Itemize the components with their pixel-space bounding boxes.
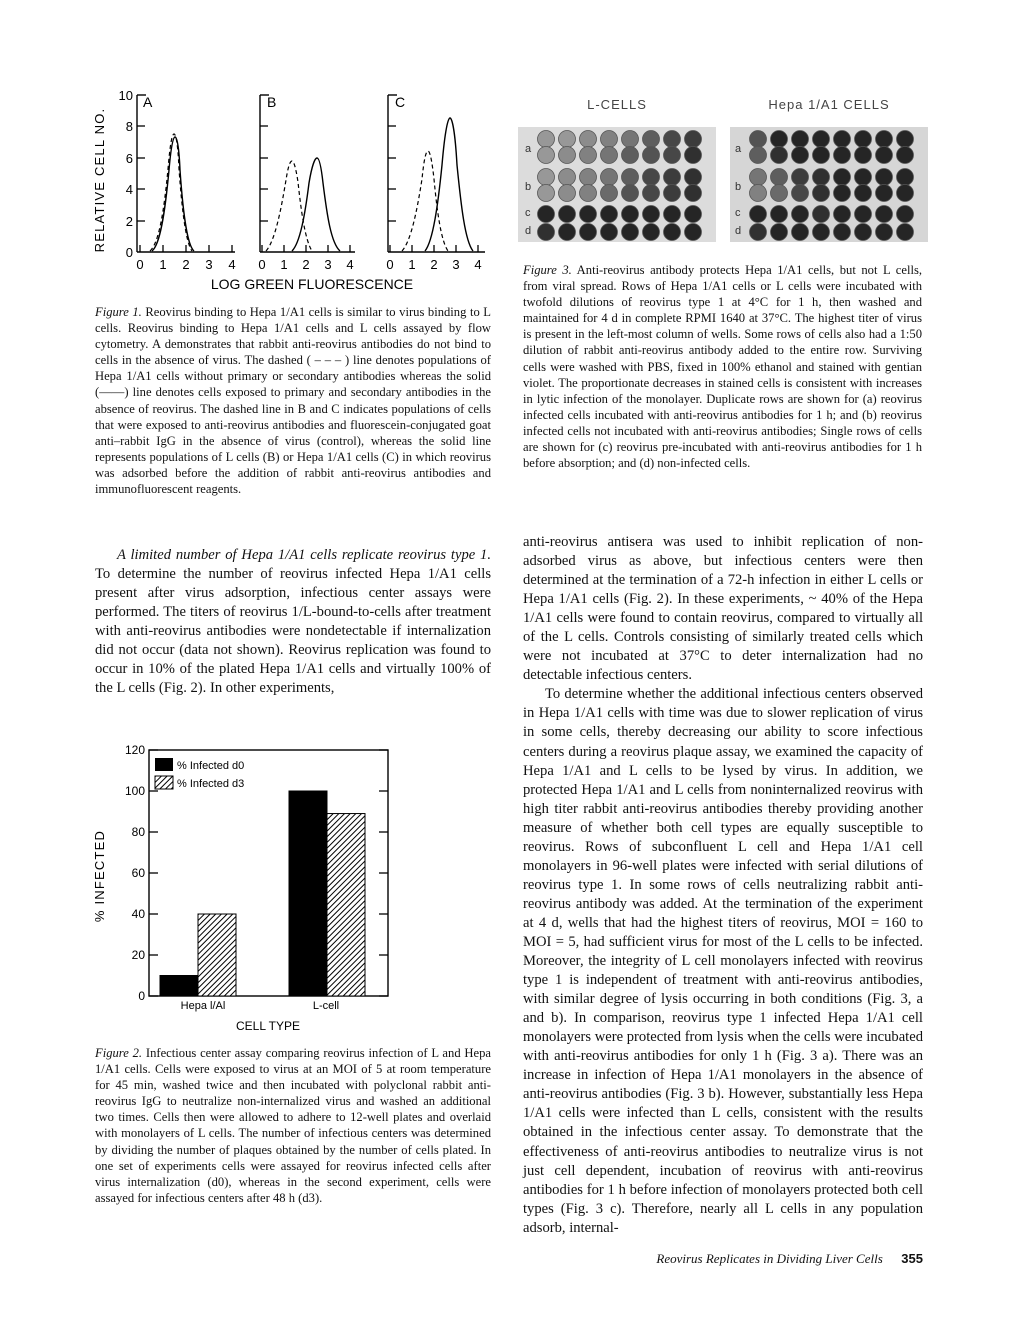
fig1-panel-a xyxy=(119,88,236,272)
fig3-well xyxy=(750,224,767,241)
fig3-well xyxy=(855,185,872,202)
fig3-well xyxy=(792,185,809,202)
fig3-well xyxy=(855,224,872,241)
fig3-well xyxy=(750,131,767,148)
fig3-well xyxy=(834,224,851,241)
fig3-well xyxy=(664,206,681,223)
figure-2-caption-text: Infectious center assay comparing reovirus infection of L and Hepa 1/A1 cells. Cells were exposed to virus at an MOI of 5 at room temperature for 45 min, washed twice and then incubated with polyclonal rabbit anti-reovirus IgG to neutralize non-internalized virus and washed an additional two times. Cells then were allowed to adhere to 12-well plates and overlaid with monolayers of L cells. The number of infectious centers was determined by dividing the number of plaques obtained by the number of cells plated. In one set of experiments cells were assayed for reovirus infected cells after virus internalization (d0), whereas in the second experiment, cells were assayed for infectious centers after 48 h (d3). xyxy=(95,1046,491,1205)
fig3-well xyxy=(580,169,597,186)
fig3-well xyxy=(792,131,809,148)
left-column-text xyxy=(95,546,491,698)
fig3-well xyxy=(538,131,555,148)
fig1-x-tick: 3 xyxy=(205,257,213,272)
figure-1-flow-cytometry xyxy=(80,85,500,295)
fig3-well xyxy=(855,206,872,223)
fig3-row-label: c xyxy=(525,207,531,219)
fig3-well xyxy=(813,224,830,241)
fig3-well xyxy=(664,185,681,202)
fig2-bars xyxy=(160,791,365,996)
fig3-well xyxy=(897,224,914,241)
fig3-well xyxy=(538,169,555,186)
fig2-y-tick-label: 80 xyxy=(131,825,145,839)
fig3-well xyxy=(750,206,767,223)
fig3-well xyxy=(813,147,830,164)
fig3-well xyxy=(622,147,639,164)
fig3-well xyxy=(643,185,660,202)
fig2-y-tick-label: 20 xyxy=(131,948,145,962)
fig3-well xyxy=(855,131,872,148)
fig3-well xyxy=(876,185,893,202)
fig2-legend-label-d3: % Infected d3 xyxy=(177,778,245,790)
fig3-row-label: b xyxy=(735,181,742,193)
fig2-bar-d0-hepa xyxy=(160,976,198,997)
fig3-well xyxy=(601,206,618,223)
figure-3-caption xyxy=(523,262,922,471)
fig3-well xyxy=(792,169,809,186)
figure-1-caption-label: Figure 1. xyxy=(95,305,142,319)
fig3-well xyxy=(834,131,851,148)
fig1-x-tick: 0 xyxy=(136,257,144,272)
fig1-panel-c xyxy=(386,94,485,272)
fig3-well xyxy=(771,224,788,241)
fig2-category-label: Hepa l/Al xyxy=(180,1000,226,1012)
figure-1-caption-text: Reovirus binding to Hepa 1/A1 cells is similar to virus binding to L cells. Reovirus binding to Hepa 1/A1 cells and L cells assayed by flow cytometry. A demonstrates that rabbit anti-reovirus antibodies do not bind to cells in the absence of virus. The dashed ( – – – ) line denotes populations of Hepa 1/A1 cells without primary or secondary antibodies whereas the solid (——) line denotes cells exposed to primary and secondary antibodies in the absence of reovirus. The dashed line in B and C indicates populations of cells that were exposed to anti-reovirus antibodies and fluorescein-conjugated goat anti–rabbit IgG in the absence of virus (control), whereas the solid line represents populations of L cells (B) or Hepa 1/A1 cells (C) in which reovirus was adsorbed before the addition of rabbit anti-reovirus antibodies and immunofluorescent reagents. xyxy=(95,305,491,497)
fig3-well xyxy=(622,169,639,186)
fig3-well xyxy=(538,224,555,241)
fig3-well xyxy=(664,224,681,241)
fig1-x-tick: 2 xyxy=(430,257,438,272)
fig3-well xyxy=(792,147,809,164)
figure-2-caption-label: Figure 2. xyxy=(95,1046,143,1060)
fig3-well xyxy=(685,131,702,148)
fig2-y-tick-label: 60 xyxy=(131,866,145,880)
fig3-well xyxy=(771,206,788,223)
fig3-well xyxy=(855,169,872,186)
fig3-well xyxy=(750,169,767,186)
fig3-well xyxy=(601,131,618,148)
right-column-text xyxy=(523,533,923,1238)
fig3-well xyxy=(601,185,618,202)
fig1-x-tick: 3 xyxy=(324,257,332,272)
fig3-well xyxy=(664,131,681,148)
fig1-x-tick: 4 xyxy=(228,257,236,272)
fig3-well xyxy=(876,224,893,241)
fig3-well xyxy=(876,169,893,186)
right-paragraph-2: To determine whether the additional infectious centers observed in Hepa 1/A1 cells with time was due to slower replication of virus in some cells, thereby decreasing our ability to score infectious centers during a reovirus plaque assay, we examined the capacity of Hepa 1/A1 and L cells to be lysed by virus. In addition, we protected Hepa 1/A1 and L cells from noninternalized reovirus with high titer rabbit anti-reovirus antibodies thereby providing another measure of whether both cell types are equally susceptible to reovirus. Rows of subconfluent L cell and Hepa 1/A1 cell monolayers in 96-well plates were infected with serial dilutions of reovirus type 1. In some rows of cells neutralizing rabbit anti-reovirus antibody was added. At the termination of the experiment at 4 d, wells that had the highest titers of reovirus, MOI = 160 to MOI = 5, had sufficient virus for most of the L cells to be infected. Moreover, the integrity of L cell monolayers infected with reovirus type 1 is independent of treatment with anti-reovirus antibodies, with similar degree of lysis occurring in both conditions (Fig. 3, a and b). In comparison, reovirus type 1 infected Hepa 1/A1 cell monolayers were protected from lysis when the cells were incubated with anti-reovirus antibodies for only 1 h (Fig. 3 a). There was an increase in infection of Hepa 1/A1 monolayers in the absence of anti-reovirus antibodies (Fig. 3 b). However, substantially less Hepa 1/A1 cells were infected than L cells, consistent with the results obtained in the infectious center assay. To demonstrate that the effectiveness of anti-reovirus antibodies to neutralize virus is not just cell dependent, incubation of reovirus with anti-reovirus antibodies for 1 h before infection of monolayers protected both cell types (Fig. 3 c). Therefore, nearly all L cells in any population adsorb, internal- xyxy=(523,686,923,1236)
fig3-well xyxy=(792,206,809,223)
fig1-x-axis-label: LOG GREEN FLUORESCENCE xyxy=(210,276,414,292)
fig3-well xyxy=(813,169,830,186)
fig3-well xyxy=(834,185,851,202)
fig3-well xyxy=(622,206,639,223)
fig3-well xyxy=(685,169,702,186)
fig1-x-tick: 3 xyxy=(452,257,460,272)
fig3-row-label: a xyxy=(525,143,532,155)
fig1-y-tick: 2 xyxy=(125,214,133,229)
fig2-y-tick-label: 100 xyxy=(124,784,145,798)
fig3-row-label: d xyxy=(735,225,742,237)
fig3-well xyxy=(750,147,767,164)
fig3-well xyxy=(897,206,914,223)
fig3-well xyxy=(897,147,914,164)
fig3-well xyxy=(538,185,555,202)
fig1-y-tick: 4 xyxy=(125,182,133,197)
fig3-well xyxy=(601,169,618,186)
fig3-well xyxy=(771,147,788,164)
fig3-well xyxy=(559,206,576,223)
fig2-legend-label-d0: % Infected d0 xyxy=(177,760,245,772)
fig1-panel-label-b: B xyxy=(267,94,277,110)
fig3-well xyxy=(897,131,914,148)
fig3-well xyxy=(685,224,702,241)
fig3-well xyxy=(771,169,788,186)
fig3-well xyxy=(813,185,830,202)
fig2-x-axis-label: CELL TYPE xyxy=(235,1019,301,1033)
fig1-x-tick: 2 xyxy=(302,257,310,272)
fig3-well xyxy=(622,224,639,241)
fig3-well xyxy=(601,147,618,164)
left-paragraph: To determine the number of reovirus infected Hepa 1/A1 cells present after virus adsorption, infectious center assays were performed. The titers of reovirus 1/L-bound-to-cells after treatment with anti-reovirus antibodies were nondetectable if internalization did not occur (data not shown). Reovirus replication was found to occur in 10% of the plated Hepa 1/A1 cells and virtually 100% of the L cells (Fig. 2). In other experiments, xyxy=(95,566,491,697)
fig3-well xyxy=(643,206,660,223)
fig3-well xyxy=(685,185,702,202)
fig1-panel-b xyxy=(258,94,355,272)
fig3-well xyxy=(622,185,639,202)
fig1-x-tick: 4 xyxy=(346,257,354,272)
fig1-y-tick: 8 xyxy=(125,119,133,134)
fig3-well xyxy=(855,147,872,164)
figure-3-caption-label: Figure 3. xyxy=(523,263,572,277)
fig3-well xyxy=(876,147,893,164)
fig3-row-label: c xyxy=(735,207,741,219)
fig3-well xyxy=(622,131,639,148)
right-paragraph-1: anti-reovirus antisera was used to inhibit replication of non-adsorbed virus as above, but infectious centers were then determined at the termination of a 72-h infection in either L cells or Hepa 1/A1 cells (Fig. 2). In these experiments, ~ 40% of the Hepa 1/A1 cells were found to contain reovirus, compared to virtually all of the L cells. Controls consisting of similarly treated cells which were not incubated at 37°C to deter internalization had no detectable infectious centers. xyxy=(523,534,923,684)
fig1-x-tick: 2 xyxy=(182,257,190,272)
fig2-legend-swatch-d0 xyxy=(155,758,173,771)
fig1-x-tick: 0 xyxy=(258,257,266,272)
fig3-well xyxy=(580,131,597,148)
fig3-well xyxy=(580,224,597,241)
running-title: Reovirus Replicates in Dividing Liver Cells xyxy=(656,1251,883,1266)
fig3-well xyxy=(580,147,597,164)
fig3-well xyxy=(685,206,702,223)
fig2-bar-d3-hepa xyxy=(198,914,236,996)
fig3-well xyxy=(664,169,681,186)
fig3-well xyxy=(559,185,576,202)
figure-2-caption xyxy=(95,1045,491,1206)
fig3-well xyxy=(792,224,809,241)
fig1-x-tick: 1 xyxy=(280,257,288,272)
fig3-well xyxy=(813,131,830,148)
section-runin-heading: A limited number of Hepa 1/A1 cells replicate reovirus type 1. xyxy=(117,547,491,563)
page-footer xyxy=(610,1251,923,1267)
fig2-y-tick-label: 40 xyxy=(131,907,145,921)
fig2-bar-d3-l-cell xyxy=(327,814,365,996)
fig1-y-tick: 6 xyxy=(125,151,133,166)
figure-1-caption xyxy=(95,304,491,497)
fig3-well xyxy=(580,206,597,223)
page-number: 355 xyxy=(901,1251,923,1266)
fig3-row-label: a xyxy=(735,143,742,155)
fig1-x-tick: 1 xyxy=(159,257,167,272)
fig2-legend-swatch-d3 xyxy=(155,776,173,789)
fig3-well xyxy=(834,169,851,186)
fig3-well xyxy=(664,147,681,164)
fig1-x-tick: 4 xyxy=(474,257,482,272)
fig1-y-tick: 0 xyxy=(125,245,133,260)
fig2-y-axis-label: % INFECTED xyxy=(92,829,107,923)
fig2-y-tick-label: 0 xyxy=(138,989,145,1003)
fig3-well xyxy=(643,147,660,164)
fig3-well xyxy=(538,206,555,223)
fig3-well xyxy=(813,206,830,223)
fig3-well xyxy=(643,224,660,241)
fig3-row-label: d xyxy=(525,225,532,237)
fig1-panel-label-c: C xyxy=(395,94,406,110)
fig1-x-tick: 1 xyxy=(408,257,416,272)
fig3-well xyxy=(559,224,576,241)
fig3-well xyxy=(538,147,555,164)
fig3-well xyxy=(559,147,576,164)
fig3-well xyxy=(876,131,893,148)
fig3-title-l-cells: L-CELLS xyxy=(587,97,647,112)
fig3-well xyxy=(897,185,914,202)
fig3-well xyxy=(771,131,788,148)
fig3-well xyxy=(643,169,660,186)
fig2-category-label: L-cell xyxy=(312,1000,340,1012)
fig3-well xyxy=(771,185,788,202)
fig3-well xyxy=(559,169,576,186)
fig3-well xyxy=(834,147,851,164)
fig2-y-tick-label: 120 xyxy=(124,743,145,757)
fig1-y-tick: 10 xyxy=(118,88,133,103)
fig1-y-axis-label: RELATIVE CELL NO. xyxy=(92,107,107,253)
fig3-well xyxy=(643,131,660,148)
fig1-x-tick: 0 xyxy=(386,257,394,272)
fig3-well xyxy=(876,206,893,223)
fig3-title-hepa-cells: Hepa 1/A1 CELLS xyxy=(768,97,890,112)
fig3-well xyxy=(559,131,576,148)
fig3-well xyxy=(750,185,767,202)
fig3-well xyxy=(685,147,702,164)
fig3-well xyxy=(580,185,597,202)
figure-3-well-plates xyxy=(510,92,930,254)
fig3-well xyxy=(601,224,618,241)
fig1-panel-label-a: A xyxy=(143,94,153,110)
figure-3-caption-text: Anti-reovirus antibody protects Hepa 1/A1 cells, but not L cells, from viral spread. Rows of Hepa 1/A1 cells or L cells were incubated with twofold dilutions of reovirus type 1 at 4°C for 1 h, then washed and maintained for 4 d in complete RPMI 1640 at 37°C. The highest titer of virus is present in the left-most column of wells. Some rows of cells also had a 1:50 dilution of rabbit anti-reovirus antibody added to the entire row. Surviving cells were washed with PBS, fixed in 100% ethanol and stained with gentian violet. The proportionate decreases in stained cells is consistent with increases in lytic infection of the monolayer. Duplicate rows are shown for (a) reovirus infected cells incubated with anti-reovirus antibodies for 1 h; and (b) reovirus infected cells not incubated with anti-reovirus antibodies; Single rows of cells are shown for (c) reovirus pre-incubated with anti-reovirus antibodies for 1 h before absorption; and (d) non-infected cells. xyxy=(523,263,922,471)
figure-2-bar-chart xyxy=(80,738,400,1038)
fig3-well xyxy=(897,169,914,186)
fig3-well xyxy=(834,206,851,223)
fig2-bar-d0-l-cell xyxy=(289,791,327,996)
fig3-row-label: b xyxy=(525,181,532,193)
